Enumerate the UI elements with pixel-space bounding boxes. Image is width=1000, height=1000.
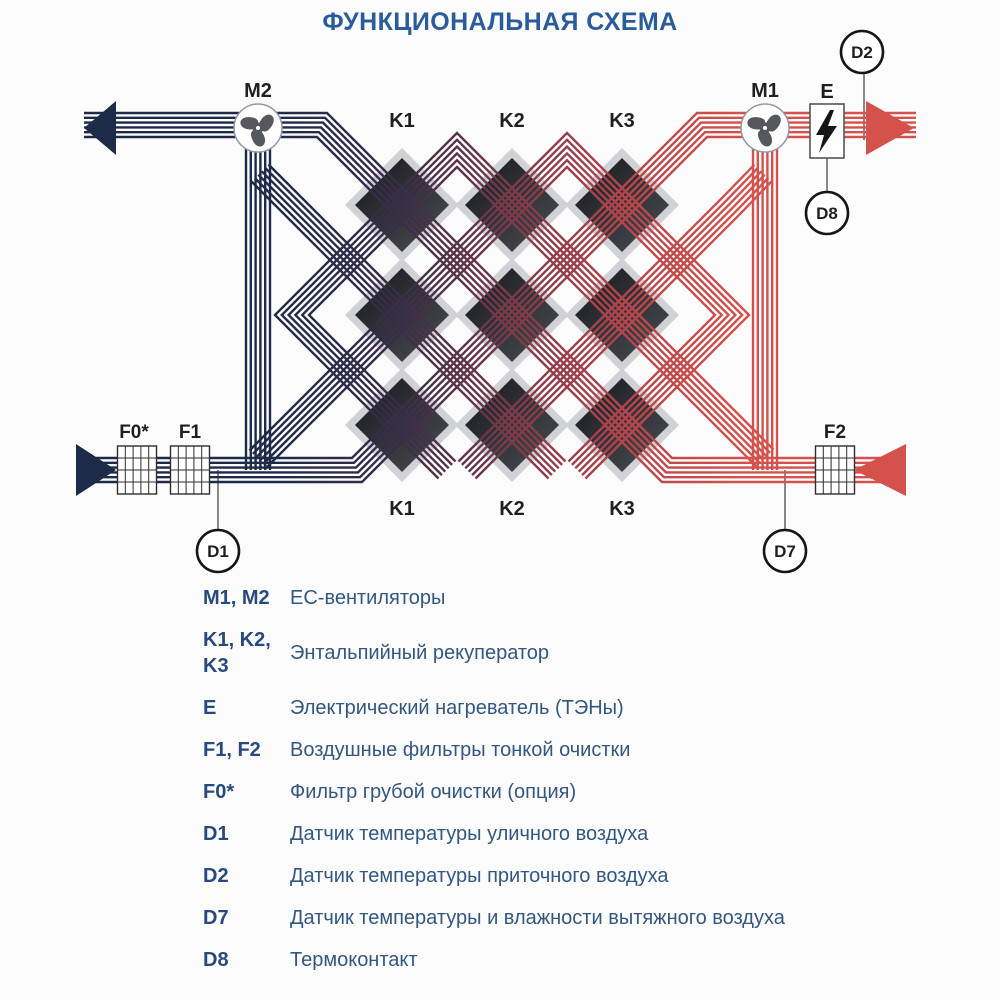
page-title: ФУНКЦИОНАЛЬНАЯ СХЕМА <box>322 8 678 36</box>
legend-description: Датчик температуры приточного воздуха <box>290 865 669 887</box>
fan-m2-icon <box>234 104 282 152</box>
recuperator-k1-label-top: K1 <box>389 110 415 132</box>
legend-key: D8 <box>203 949 229 971</box>
filter-f2-icon <box>816 446 855 494</box>
filter-f1-icon <box>171 446 210 494</box>
legend-row <box>203 905 993 931</box>
legend-row <box>203 779 993 805</box>
fan-hub-dot <box>763 126 767 130</box>
legend-row <box>203 627 993 679</box>
filter-f2-label: F2 <box>823 422 847 443</box>
sensor-d1-label: D1 <box>207 542 229 561</box>
legend-description: Энтальпийный рекуператор <box>290 642 550 664</box>
legend-description: Электрический нагреватель (ТЭНы) <box>290 697 624 719</box>
recuperator-k2-label-top: K2 <box>499 110 525 132</box>
legend-row <box>203 585 993 611</box>
legend-description: ЕС-вентиляторы <box>290 587 446 609</box>
sensor-d7-label: D7 <box>774 542 796 561</box>
legend <box>203 585 993 989</box>
legend-row <box>203 947 993 973</box>
supply-out-arrow <box>866 101 914 155</box>
recuperator-k2-label-bottom: K2 <box>499 498 525 520</box>
legend-key: D7 <box>203 907 229 929</box>
sensor-d2-label: D2 <box>851 43 873 62</box>
legend-key: M1, M2 <box>203 587 270 609</box>
legend-key: D2 <box>203 865 229 887</box>
recuperator-cell <box>575 158 669 252</box>
recuperator-k1-label-bottom: K1 <box>389 498 415 520</box>
recuperator-cell <box>465 158 559 252</box>
recuperator-k3-label-top: K3 <box>609 110 635 132</box>
legend-key: F0* <box>203 781 235 803</box>
fresh-air-in-arrow <box>76 444 116 496</box>
legend-row <box>203 737 993 763</box>
filter-f0-label: F0* <box>119 422 149 443</box>
exhaust-out-arrow <box>84 101 116 155</box>
sensor-d8-label: D8 <box>816 204 838 223</box>
recuperator-cell <box>465 378 559 472</box>
legend-row <box>203 695 993 721</box>
extract-air-in-arrow <box>854 444 906 496</box>
legend-key: D1 <box>203 823 229 845</box>
legend-key: E <box>203 697 217 719</box>
recuperator-k3-label-bottom: K3 <box>609 498 635 520</box>
recuperator-cell <box>355 378 449 472</box>
recuperator-cell <box>355 268 449 362</box>
legend-description: Фильтр грубой очистки (опция) <box>290 781 577 803</box>
legend-description: Датчик температуры уличного воздуха <box>290 823 649 845</box>
fan-m1-label: M1 <box>751 80 779 102</box>
legend-description: Воздушные фильтры тонкой очистки <box>290 739 631 761</box>
recuperator-cell <box>465 268 559 362</box>
legend-description: Термоконтакт <box>290 949 418 971</box>
fan-m1-icon <box>741 104 789 152</box>
recuperator-cell <box>575 378 669 472</box>
fan-hub-dot <box>256 126 260 130</box>
legend-key: F1, F2 <box>203 739 261 761</box>
recuperator-cell <box>355 158 449 252</box>
legend-description: Датчик температуры и влажности вытяжного воздуха <box>290 907 785 929</box>
fan-m2-label: M2 <box>244 80 272 102</box>
recuperator-cell <box>575 268 669 362</box>
legend-key: K1, K2, K3 <box>203 629 271 677</box>
legend-row <box>203 863 993 889</box>
filter-f0-icon <box>118 446 157 494</box>
recuperator-matrix <box>345 148 679 482</box>
filter-f1-label: F1 <box>178 422 202 443</box>
legend-row <box>203 821 993 847</box>
heater-label: E <box>820 81 834 103</box>
